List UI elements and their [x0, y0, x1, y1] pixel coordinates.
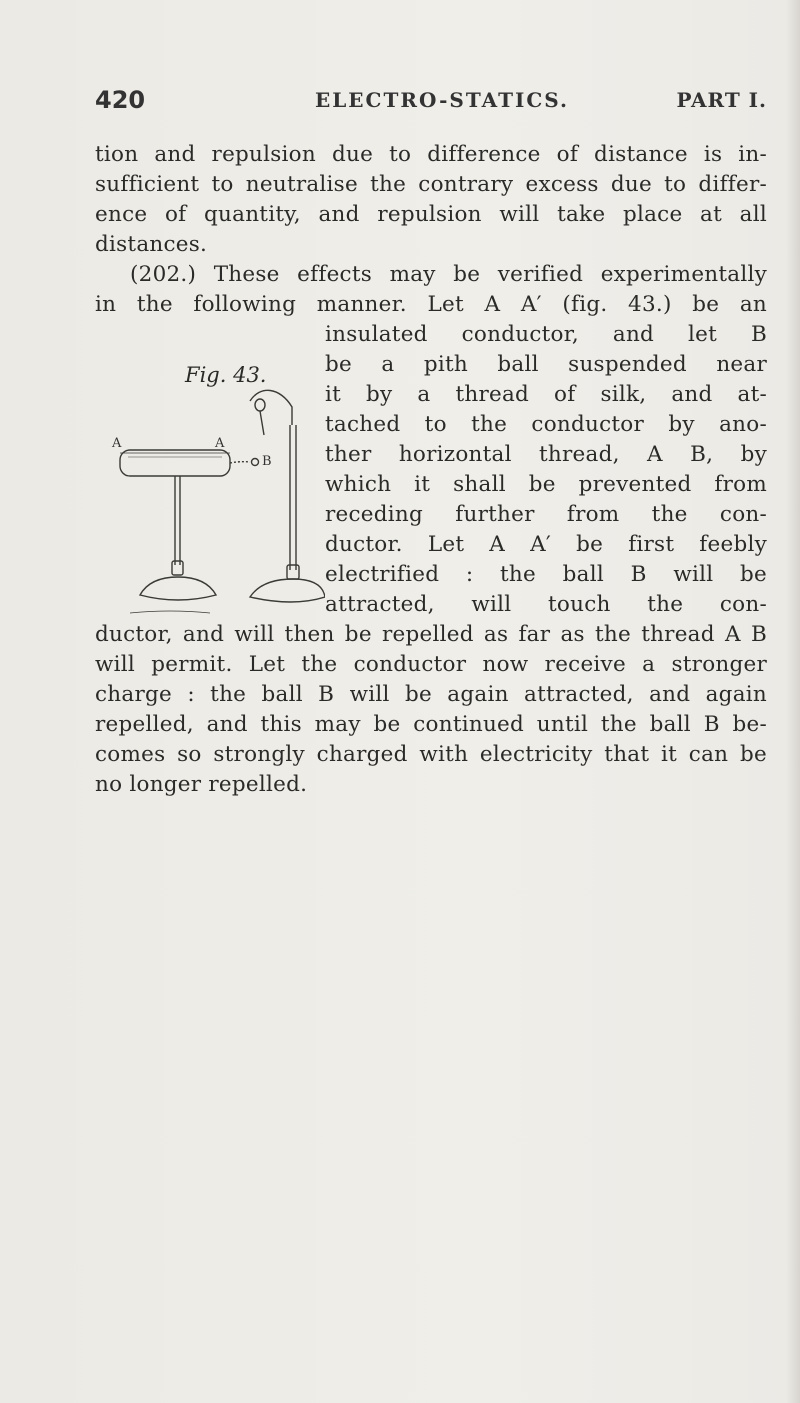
paragraph-start: (202.) These effects may be verified experimentally [130, 262, 767, 287]
text-line: distances. [95, 232, 208, 257]
pith-ball-top [255, 399, 265, 411]
text-line: comes so strongly charged with electricity that it can be [95, 742, 767, 767]
text-line: ther horizontal thread, A B, by [325, 442, 767, 467]
text-line: no longer repelled. [95, 772, 308, 797]
running-title: ELECTRO-STATICS. [315, 88, 569, 112]
text-line: electrified : the ball B will be [325, 562, 767, 587]
text-line: ductor, and will then be repelled as far as the thread A B [95, 622, 767, 647]
apparatus-illustration [110, 365, 325, 617]
horizontal-thread [230, 462, 250, 463]
text-line: ence of quantity, and repulsion will take place at all [95, 202, 767, 227]
right-stand-base [250, 579, 325, 602]
part-label: PART I. [676, 88, 767, 112]
text-line: insulated conductor, and let B [325, 322, 767, 347]
text-line: tached to the conductor by ano- [325, 412, 767, 437]
label-a-prime: A [215, 436, 225, 451]
text-line: will permit. Let the conductor now receive a stronger [95, 652, 767, 677]
text-line: which it shall be prevented from [325, 472, 767, 497]
label-a: A [112, 436, 122, 451]
suspension-hook [250, 390, 292, 425]
text-line: ductor. Let A A′ be first feebly [325, 532, 767, 557]
figure-caption: Fig. 43. [185, 363, 267, 387]
text-line: in the following manner. Let A A′ (fig. 43.) be an [95, 292, 767, 317]
conductor-body [120, 450, 230, 476]
figure-43-apparatus [110, 365, 325, 617]
text-line: sufficient to neutralise the contrary excess due to differ- [95, 172, 767, 197]
silk-thread [260, 411, 264, 435]
label-b: B [262, 454, 272, 469]
pith-ball [252, 459, 259, 466]
text-line: tion and repulsion due to difference of distance is in- [95, 142, 767, 167]
page-edge-shadow [786, 0, 800, 1403]
page-number: 420 [95, 86, 146, 114]
text-line: attracted, will touch the con- [325, 592, 767, 617]
running-header [95, 86, 767, 120]
text-line: be a pith ball suspended near [325, 352, 767, 377]
text-line: repelled, and this may be continued until the ball B be- [95, 712, 767, 737]
text-line: receding further from the con- [325, 502, 767, 527]
text-line: it by a thread of silk, and at- [325, 382, 767, 407]
left-stand-base [140, 577, 216, 600]
text-line: charge : the ball B will be again attracted, and again [95, 682, 767, 707]
